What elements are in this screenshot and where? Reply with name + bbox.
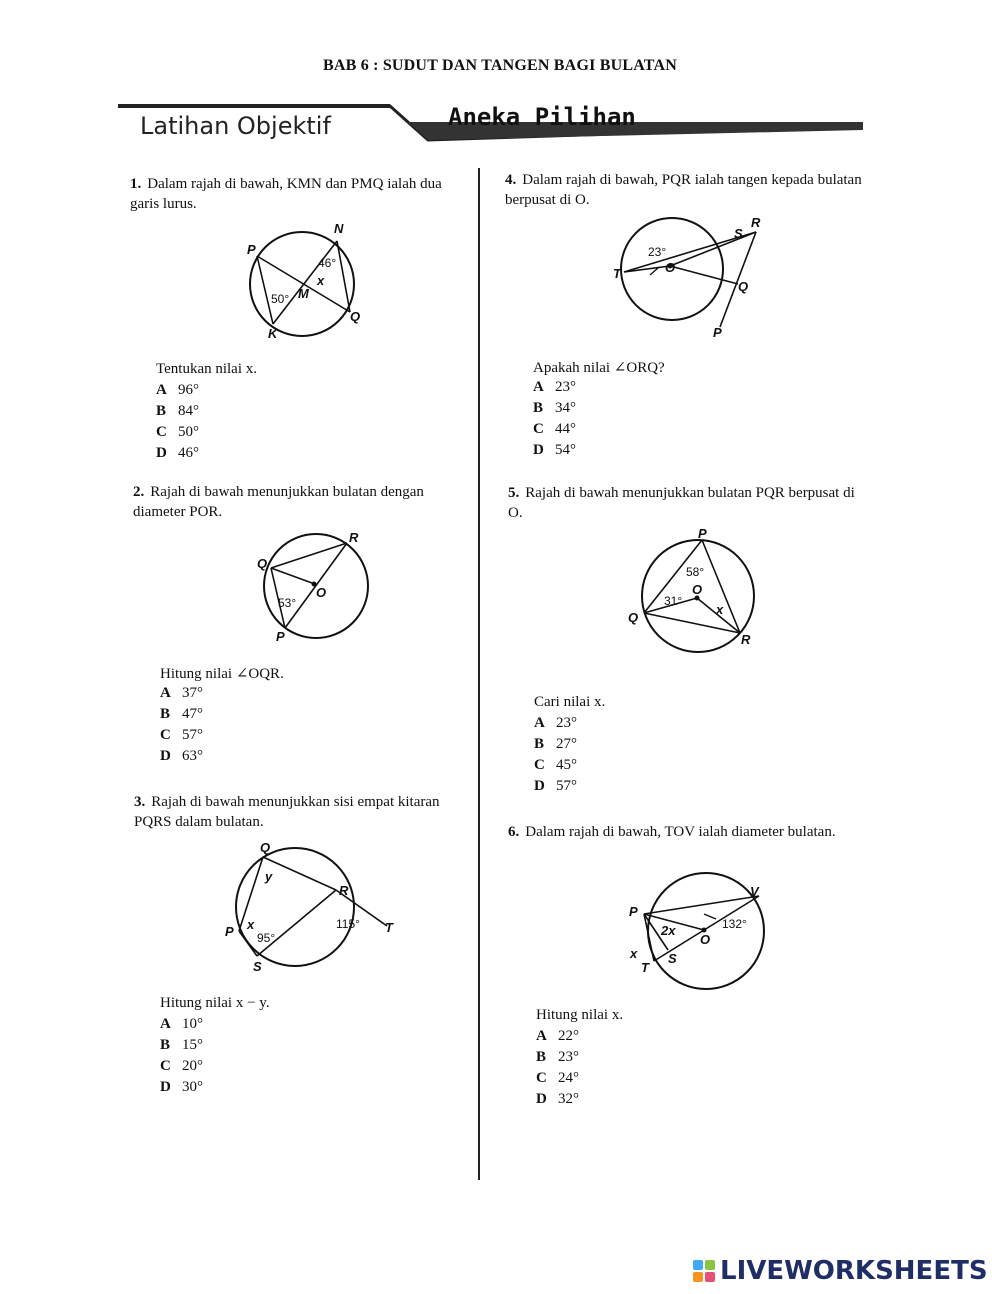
- question-2-diagram: [250, 528, 375, 648]
- question-5-prompt: Cari nilai x.: [534, 694, 606, 710]
- question-2-option-c[interactable]: C 57°: [160, 727, 203, 743]
- question-1-option-c[interactable]: C 50°: [156, 424, 199, 440]
- banner-right-title: Aneka Pilihan: [448, 103, 636, 131]
- question-5-angle-1: 58°: [686, 565, 705, 579]
- liveworksheets-logo-text: LIVEWORKSHEETS: [720, 1256, 988, 1286]
- question-3-body: Rajah di bawah menunjukkan sisi empat kitaran PQRS dalam bulatan.: [134, 794, 440, 830]
- question-2-option-b[interactable]: B 47°: [160, 706, 203, 722]
- question-3-option-c[interactable]: C 20°: [160, 1058, 203, 1074]
- question-5-text: [508, 483, 868, 523]
- question-5-option-c[interactable]: C 45°: [534, 757, 577, 773]
- question-4-label-s: S: [734, 226, 743, 241]
- question-1-label-p: P: [247, 242, 256, 257]
- question-4-label-p: P: [713, 325, 722, 340]
- question-3-angle-1: 115°: [336, 917, 360, 931]
- question-5-body: Rajah di bawah menunjukkan bulatan PQR berpusat di O.: [508, 485, 855, 521]
- question-4-prompt: Apakah nilai ∠ORQ?: [533, 360, 665, 376]
- question-4-body: Dalam rajah di bawah, PQR ialah tangen kepada bulatan berpusat di O.: [505, 172, 862, 208]
- question-1-label-m: M: [298, 286, 309, 301]
- question-3-diagram: [222, 840, 402, 980]
- question-4-text: [505, 170, 865, 210]
- question-6-label-x: x: [630, 946, 638, 961]
- question-1-label-x: x: [317, 273, 325, 288]
- question-3-label-y: y: [265, 869, 273, 884]
- logo-square-3: [693, 1272, 703, 1282]
- question-1-label-q: Q: [350, 309, 361, 324]
- question-1-option-a[interactable]: A 96°: [156, 382, 199, 398]
- question-1-number: 1.: [130, 176, 142, 192]
- question-3-option-b[interactable]: B 15°: [160, 1037, 203, 1053]
- question-6-text: [508, 822, 868, 842]
- question-1-options: [156, 380, 199, 464]
- question-4-label-t: T: [613, 266, 621, 281]
- question-2-option-a[interactable]: A 37°: [160, 685, 203, 701]
- question-5-angle-2: 31°: [664, 594, 683, 608]
- page-title: BAB 6 : SUDUT DAN TANGEN BAGI BULATAN: [323, 57, 677, 74]
- question-5-diagram: [624, 526, 764, 650]
- question-6-angle-1: 132°: [722, 917, 747, 931]
- question-6-option-d[interactable]: D 32°: [536, 1091, 579, 1107]
- question-1-text: [130, 174, 460, 214]
- question-2-number: 2.: [133, 484, 145, 500]
- question-6-option-c[interactable]: C 24°: [536, 1070, 579, 1086]
- question-4-label-q: Q: [738, 279, 749, 294]
- logo-square-1: [693, 1260, 703, 1270]
- question-3-angle-2: 95°: [257, 931, 276, 945]
- question-4-option-b[interactable]: B 34°: [533, 400, 576, 416]
- question-6-number: 6.: [508, 824, 520, 840]
- question-2-text: [133, 482, 463, 522]
- question-2-label-r: R: [349, 530, 359, 545]
- question-3-option-d[interactable]: D 30°: [160, 1079, 203, 1095]
- question-3-option-a[interactable]: A 10°: [160, 1016, 203, 1032]
- question-4-angle-1: 23°: [648, 245, 667, 259]
- question-2-option-d[interactable]: D 63°: [160, 748, 203, 764]
- question-6-option-a[interactable]: A 22°: [536, 1028, 579, 1044]
- question-6-label-2x: 2x: [661, 923, 676, 938]
- question-2-label-o: O: [316, 585, 327, 600]
- question-6-option-b[interactable]: B 23°: [536, 1049, 579, 1065]
- liveworksheets-logo-icon: [693, 1260, 715, 1282]
- question-6-label-s: S: [668, 951, 677, 966]
- banner-left-title: Latihan Objektif: [140, 112, 331, 140]
- question-5-option-d[interactable]: D 57°: [534, 778, 577, 794]
- question-3-label-t: T: [385, 920, 393, 935]
- question-6-label-o: O: [700, 932, 711, 947]
- question-6-prompt: Hitung nilai x.: [536, 1007, 624, 1023]
- question-4-options: [533, 377, 576, 461]
- question-4-option-c[interactable]: C 44°: [533, 421, 576, 437]
- question-6-label-p: P: [629, 904, 638, 919]
- question-5-label-q: Q: [628, 610, 639, 625]
- question-5-label-x: x: [716, 602, 724, 617]
- question-1-prompt: Tentukan nilai x.: [156, 361, 258, 377]
- question-5-option-b[interactable]: B 27°: [534, 736, 577, 752]
- question-1-option-b[interactable]: B 84°: [156, 403, 199, 419]
- question-4-option-a[interactable]: A 23°: [533, 379, 576, 395]
- question-6-label-v: V: [750, 884, 759, 899]
- question-1-body: Dalam rajah di bawah, KMN dan PMQ ialah dua garis lurus.: [130, 176, 442, 212]
- question-5-label-p: P: [698, 526, 707, 541]
- question-3-prompt: Hitung nilai x − y.: [160, 995, 270, 1011]
- question-2-prompt: Hitung nilai ∠OQR.: [160, 666, 284, 682]
- question-1-label-k: K: [268, 326, 278, 341]
- question-2-options: [160, 683, 203, 767]
- question-4-label-r: R: [751, 215, 761, 230]
- question-4-number: 4.: [505, 172, 517, 188]
- question-3-number: 3.: [134, 794, 146, 810]
- question-4-diagram: [610, 212, 775, 342]
- question-5-number: 5.: [508, 485, 520, 501]
- column-divider: [478, 168, 480, 1180]
- question-3-label-s: S: [253, 959, 262, 974]
- question-6-diagram: [624, 866, 774, 996]
- question-1-angle-2: 50°: [271, 292, 290, 306]
- question-3-label-x: x: [247, 917, 255, 932]
- question-4-option-d[interactable]: D 54°: [533, 442, 576, 458]
- question-6-label-t: T: [641, 960, 649, 975]
- question-3-options: [160, 1014, 203, 1098]
- question-5-option-a[interactable]: A 23°: [534, 715, 577, 731]
- liveworksheets-logo: [693, 1254, 988, 1288]
- question-4-label-o: O: [665, 260, 676, 275]
- question-3-label-p: P: [225, 924, 234, 939]
- logo-square-4: [705, 1272, 715, 1282]
- question-3-label-r: R: [339, 883, 349, 898]
- question-1-option-d[interactable]: D 46°: [156, 445, 199, 461]
- question-6-options: [536, 1026, 579, 1110]
- logo-square-2: [705, 1260, 715, 1270]
- question-5-label-r: R: [741, 632, 751, 647]
- question-6-body: Dalam rajah di bawah, TOV ialah diameter bulatan.: [525, 824, 836, 840]
- question-3-label-q: Q: [260, 840, 271, 855]
- question-1-angle-1: 46°: [318, 256, 337, 270]
- question-2-label-q: Q: [257, 556, 268, 571]
- question-1-label-n: N: [334, 221, 344, 236]
- question-5-options: [534, 713, 577, 797]
- question-5-label-o: O: [692, 582, 703, 597]
- question-2-label-p: P: [276, 629, 285, 644]
- question-2-body: Rajah di bawah menunjukkan bulatan dengan diameter POR.: [133, 484, 424, 520]
- question-3-text: [134, 792, 464, 832]
- question-2-angle-1: 53°: [278, 596, 297, 610]
- question-1-diagram: [240, 220, 370, 345]
